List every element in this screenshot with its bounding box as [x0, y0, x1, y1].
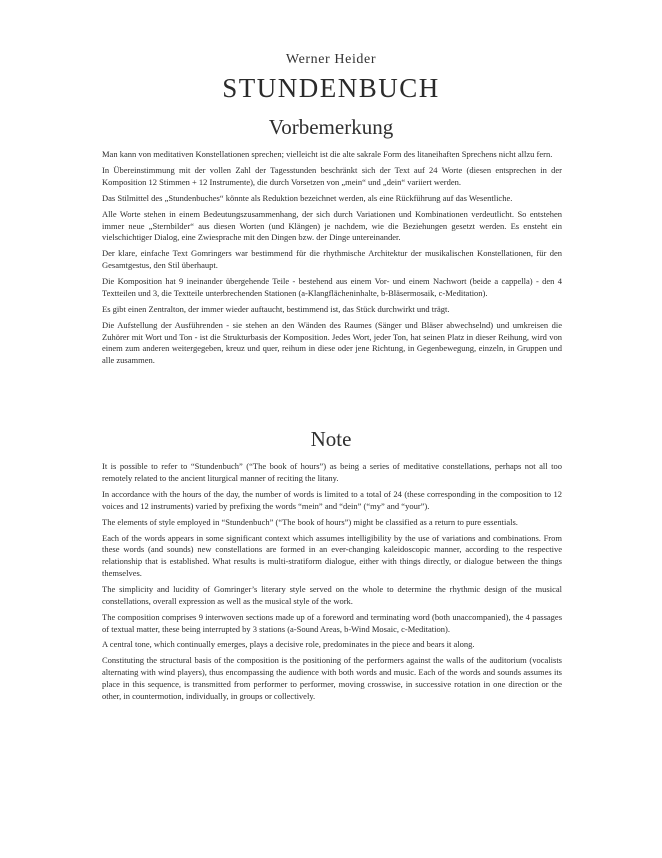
german-paragraph: Man kann von meditativen Konstellationen sprechen; vielleicht ist die alte sakrale Form des litaneihaften Sprechens nicht allzu fern.: [102, 149, 553, 159]
english-paragraph: The elements of style employed in “Stundenbuch” (“The book of hours”) might be classified as a return to pure essentials.: [102, 516, 518, 527]
english-text: [102, 461, 562, 707]
english-paragraph: In accordance with the hours of the day, the number of words is limited to a total of 24 (these corresponding in the composition to 12 voices and 12 instruments) varied by prefixing the words “mein” and “dein” (“my” and “your”).: [102, 488, 562, 511]
work-title: STUNDENBUCH: [222, 73, 440, 103]
german-paragraph: In Übereinstimmung mit der vollen Zahl der Tagesstunden beschränkt sich der Text auf 24 Worte (diesen entsprechen in der Komposition 12 Stimmen + 12 Instrumente), die durch Vorsetzen von „mein“ und „dein“ variiert werden.: [102, 164, 562, 187]
english-paragraph: Each of the words appears in some significant context which assumes intelligibility by the use of variations and combinations. From these words (and sounds) new constellations are formed in an ever-changing kaleidoscopic manner, according to the respective relationship that is established. What results is multi-stratiform dialogue, either with things directly, or dialogue between the things themselves.: [102, 532, 562, 578]
english-paragraph: A central tone, which continually emerges, plays a decisive role, predominates in the piece and bears it along.: [102, 639, 475, 650]
german-heading: Vorbemerkung: [268, 115, 394, 139]
english-heading: Note: [310, 427, 352, 451]
composer-name: Werner Heider: [285, 52, 377, 67]
german-paragraph: Die Aufstellung der Ausführenden - sie stehen an den Wänden des Raumes (Sänger und Bläser abwechselnd) und umkreisen die Zuhörer mit Wort und Ton - ist die Strukturbasis der Komposition. Jedes Wort, jeder Ton, hat seinen Platz in dieser Reihung, wird von einem zum anderen weitergegeben, kreuz und quer, reihum in diese oder jene Richtung, in Gegenbewegung, einzeln, in Gruppen und alle zusammen.: [102, 319, 562, 366]
german-paragraph: Das Stilmittel des „Stundenbuches“ könnte als Reduktion bezeichnet werden, als eine Rückführung auf das Wesentliche.: [102, 192, 513, 203]
english-paragraph: The composition comprises 9 interwoven sections made up of a foreword and terminating word (both unaccompanied), the 4 passages of textual matter, these being interrupted by 3 stations (a-Sound Areas, b-Wind Mosaic, c-Meditation).: [102, 611, 562, 634]
english-paragraph: The simplicity and lucidity of Gomringer’s literary style served on the whole to determine the rhythmic design of the musical constellations, overall expression as well as the musical style of the work.: [102, 583, 562, 606]
german-paragraph: Alle Worte stehen in einem Bedeutungszusammenhang, der sich durch Variationen und Kombinationen verdeutlicht. So entstehen immer neue „Sternbilder“ aus diesen Worten (und Klängen) je nachdem, wie die Beziehungen gesetzt werden. Es ensteht ein vielschichtiger Dialog, eine Zwiesprache mit den Dingen bzw. der Dinge untereinander.: [102, 208, 562, 243]
english-paragraph: Constituting the structural basis of the composition is the positioning of the performers against the walls of the auditorium (vocalists alternating with wind players), thus encompassing the audience with both words and music. Each of the words and sounds assumes its place in this sequence, is transmitted from performer to performer, moving crosswise, in successive rotation in one direction or the other, in countermotion, individually, in groups or collectively.: [102, 655, 562, 701]
german-paragraph: Die Komposition hat 9 ineinander übergehende Teile - bestehend aus einem Vor- und einem Nachwort (beide a cappella) - den 4 Textteilen und 3, die Textteile unterbrechenden Stationen (a-Klangflächeninhalte, b-Bläsermosaik, c-Meditation).: [102, 276, 562, 298]
english-paragraph: It is possible to refer to “Stundenbuch” (“The book of hours”) as being a series of meditative constellations, perhaps not all too remotely related to the ancient liturgical manner of reciting the litany.: [102, 461, 562, 483]
german-paragraph: Es gibt einen Zentralton, der immer wieder auftaucht, bestimmend ist, das Stück durchwirkt und trägt.: [102, 303, 450, 314]
german-text: [102, 149, 562, 371]
german-paragraph: Der klare, einfache Text Gomringers war bestimmend für die rhythmische Architektur der musikalischen Konstellationen, für den Gesamtgestus, den Stil überhaupt.: [102, 248, 562, 271]
